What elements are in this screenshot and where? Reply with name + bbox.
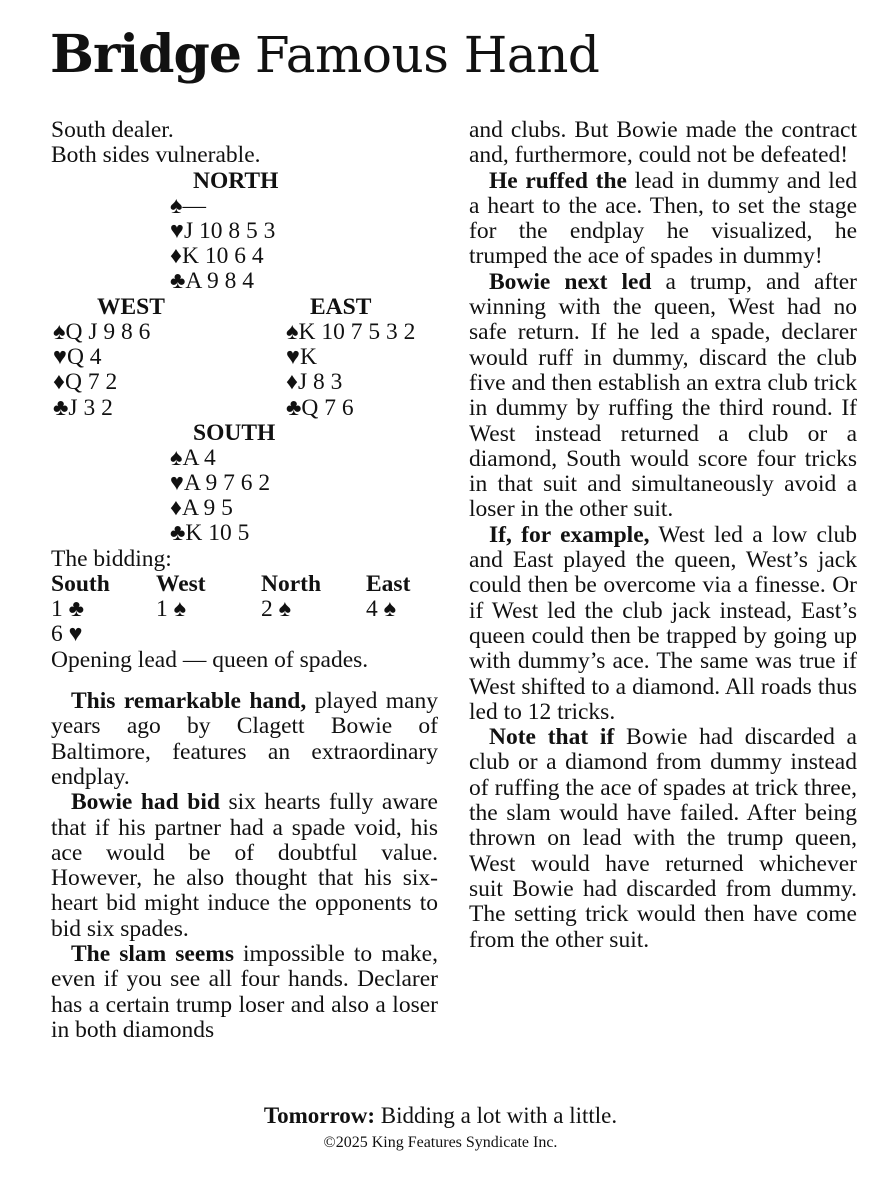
opening-lead: Opening lead — queen of spades. (51, 646, 369, 673)
bid-header: South (51, 570, 110, 597)
title-rest: Famous Hand (254, 26, 600, 84)
south-clubs: ♣K 10 5 (170, 519, 250, 546)
paragraph: Bowie next led a trump, and after winning with the queen, West had no safe return. If he led a spade, declarer would ruff in dummy, discard the club five and then establish an extra club trick in dummy by ruffing the third round. If West instead returned a club or a diamond, South would score four tricks in that suit and simultaneously avoid a loser in the other suit. (469, 268, 857, 523)
west-diamonds: ♦Q 7 2 (53, 369, 118, 396)
paragraph-continued: and clubs. But Bowie made the contract and, furthermore, could not be defeated! (469, 117, 857, 169)
north-label: NORTH (193, 167, 279, 194)
paragraph: This remarkable hand, played many years ago by Clagett Bowie of Baltimore, features an extraordinary endplay. (51, 688, 438, 790)
west-east-hands (51, 295, 438, 421)
tomorrow-teaser: Tomorrow: Bidding a lot with a little. (263, 1103, 618, 1128)
west-clubs: ♣J 3 2 (53, 394, 113, 421)
bid-header: North (261, 570, 322, 597)
south-diamonds: ♦A 9 5 (170, 494, 233, 521)
dealer-text: South dealer. (51, 117, 174, 143)
north-spades: ♠— (170, 192, 206, 219)
paragraph: The slam seems impossible to make, even if you see all four hands. Declarer has a certain trump loser and also a loser in both diamonds (51, 941, 438, 1043)
west-hand (53, 295, 165, 421)
west-hearts: ♥Q 4 (53, 344, 102, 371)
right-column (469, 118, 857, 953)
bid: 1 ♠ (156, 596, 187, 623)
bidding-round-2: 6 ♥ (51, 621, 83, 648)
paragraph: He ruffed the lead in dummy and led a heart to the ace. Then, to set the stage for the endplay he visualized, he trumped the ace of spades in dummy! (469, 167, 858, 270)
south-label: SOUTH (193, 419, 276, 446)
south-spades: ♠A 4 (170, 444, 216, 471)
north-diamonds: ♦K 10 6 4 (170, 242, 264, 269)
page-title (50, 20, 599, 88)
paragraph: If, for example, West led a low club and East played the queen, West’s jack could then be overcome via a finesse. Or if West led the club jack instead, East’s queen could then be trapped by going up with dummy’s ace. The same was true if West shifted to a diamond. All roads thus led to 12 tricks. (469, 521, 858, 725)
south-hearts: ♥A 9 7 6 2 (170, 469, 271, 496)
title-bold: Bridge (50, 24, 241, 85)
bid-header: West (156, 570, 206, 597)
east-hearts: ♥K (286, 344, 317, 371)
bidding-headers (51, 572, 438, 597)
bidding-label: The bidding: (51, 545, 172, 572)
bid: 1 ♣ (51, 596, 85, 623)
bid: 2 ♠ (261, 596, 292, 623)
vulnerability-text: Both sides vulnerable. (51, 142, 261, 169)
bid: 4 ♠ (366, 596, 397, 623)
bidding-round-1 (51, 597, 438, 622)
east-hand (286, 295, 415, 421)
east-label: EAST (310, 293, 372, 320)
left-column (51, 118, 438, 1043)
paragraph: Note that if Bowie had discarded a club or a diamond from dummy instead of ruffing the ace of spades at trick three, the slam would have failed. After being thrown on lead with the trump queen, West would have returned whichever suit Bowie had discarded from dummy. The setting trick would then have come from the other suit. (469, 724, 857, 953)
north-clubs: ♣A 9 8 4 (170, 267, 254, 294)
copyright: ©2025 King Features Syndicate Inc. (323, 1134, 558, 1151)
north-hand (51, 169, 438, 295)
bid-header: East (366, 570, 411, 597)
west-label: WEST (97, 293, 165, 320)
north-hearts: ♥J 10 8 5 3 (170, 217, 276, 244)
east-spades: ♠K 10 7 5 3 2 (286, 318, 416, 345)
paragraph: Bowie had bid six hearts fully aware that if his partner had a spade void, his ace would be of doubtful value. However, he also thought that his six-heart bid might induce the opponents to bid six spades. (51, 789, 438, 942)
east-diamonds: ♦J 8 3 (286, 369, 343, 396)
west-spades: ♠Q J 9 8 6 (53, 318, 151, 345)
south-hand (51, 421, 438, 547)
east-clubs: ♣Q 7 6 (286, 394, 354, 421)
